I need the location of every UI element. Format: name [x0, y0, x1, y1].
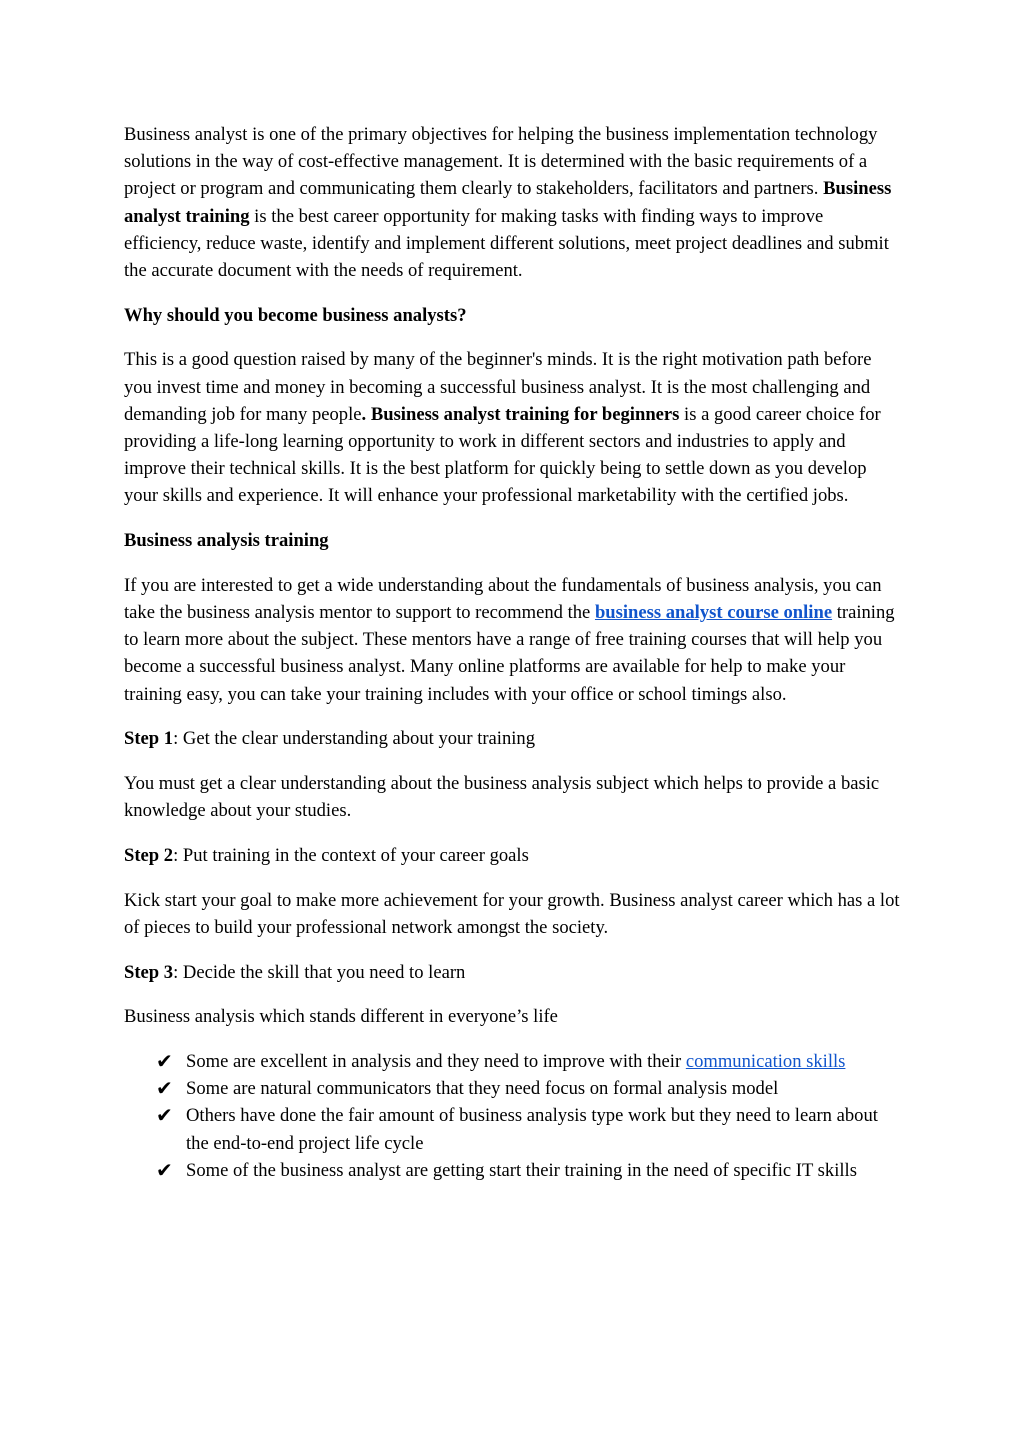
checkmark-icon: ✔: [156, 1157, 173, 1182]
step-3-title: [124, 959, 900, 986]
training-heading: Business analysis training: [124, 530, 329, 552]
step-1-title-text: : Get the clear understanding about your training: [173, 728, 536, 750]
step-3-title-text: : Decide the skill that you need to learn: [173, 961, 466, 983]
intro-bold-phrase: Business analyst training: [124, 178, 892, 227]
business-analyst-course-link[interactable]: business analyst course online: [594, 602, 833, 624]
checklist-item: [156, 1157, 900, 1184]
checklist-item-text: Some are natural communicators that they need focus on formal analysis model: [186, 1078, 779, 1100]
step-3-label: Step 3: [124, 961, 174, 983]
step-1-title: [124, 725, 900, 752]
why-paragraph: [124, 346, 900, 509]
checklist-item: [156, 1048, 900, 1075]
checklist-item: [156, 1075, 900, 1102]
training-paragraph: [124, 572, 900, 708]
checklist-item: [156, 1102, 900, 1156]
why-text-2: is a good career choice for providing a life-long learning opportunity to work in different sectors and industries to apply and improve their technical skills. It is the best platform for quickly being to settle down as you develop your skills and experience. It will enhance your professional marketability with the certified jobs.: [124, 403, 881, 507]
step-2-label: Step 2: [124, 844, 174, 866]
step-3-body: Business analysis which stands different in everyone’s life: [124, 1006, 558, 1028]
training-text-2: training to learn more about the subject. These mentors have a range of free training courses that will help you become a successful business analyst. Many online platforms are available for help to make your training easy, you can take your training includes with your office or school timings also.: [124, 602, 895, 705]
checklist-item-text: Some are excellent in analysis and they need to improve with their: [186, 1050, 686, 1072]
document-page: [124, 121, 900, 1184]
why-heading: Why should you become business analysts?: [124, 304, 467, 326]
step-2-title-text: : Put training in the context of your career goals: [173, 844, 529, 866]
communication-skills-link[interactable]: communication skills: [685, 1050, 846, 1072]
training-text-1: If you are interested to get a wide understanding about the fundamentals of business analysis, you can take the business analysis mentor to support to recommend the: [124, 574, 882, 624]
checkmark-icon: ✔: [156, 1103, 173, 1128]
checkmark-icon: ✔: [156, 1048, 173, 1073]
why-bold-phrase: . Business analyst training for beginners: [361, 403, 680, 425]
why-text-1: This is a good question raised by many of the beginner's minds. It is the right motivation path before you invest time and money in becoming a successful business analyst. It is the most challenging and demanding job for many people: [124, 349, 872, 425]
step-2-body: Kick start your goal to make more achievement for your growth. Business analyst career which has a lot of pieces to build your professional network amongst the society.: [124, 889, 900, 938]
step-2-title: [124, 842, 900, 869]
checkmark-icon: ✔: [156, 1076, 173, 1101]
intro-text-1: Business analyst is one of the primary objectives for helping the business implementation technology solutions in the way of cost-effective management. It is determined with the basic requirements of a project or program and communicating them clearly to stakeholders, facilitators and partners.: [124, 124, 878, 200]
checklist-item-text: Others have done the fair amount of business analysis type work but they need to learn about the end-to-end project life cycle: [186, 1105, 878, 1154]
step-1-label: Step 1: [124, 728, 174, 750]
intro-paragraph: [124, 121, 900, 284]
intro-text-2: is the best career opportunity for making tasks with finding ways to improve efficiency, reduce waste, identify and implement different solutions, meet project deadlines and submit the accurate document with the needs of requirement.: [124, 205, 889, 282]
checklist-item-text: Some of the business analyst are getting start their training in the need of specific IT skills: [186, 1159, 857, 1181]
skills-checklist: [124, 1048, 900, 1184]
step-1-body: You must get a clear understanding about the business analysis subject which helps to provide a basic knowledge about your studies.: [124, 773, 880, 822]
